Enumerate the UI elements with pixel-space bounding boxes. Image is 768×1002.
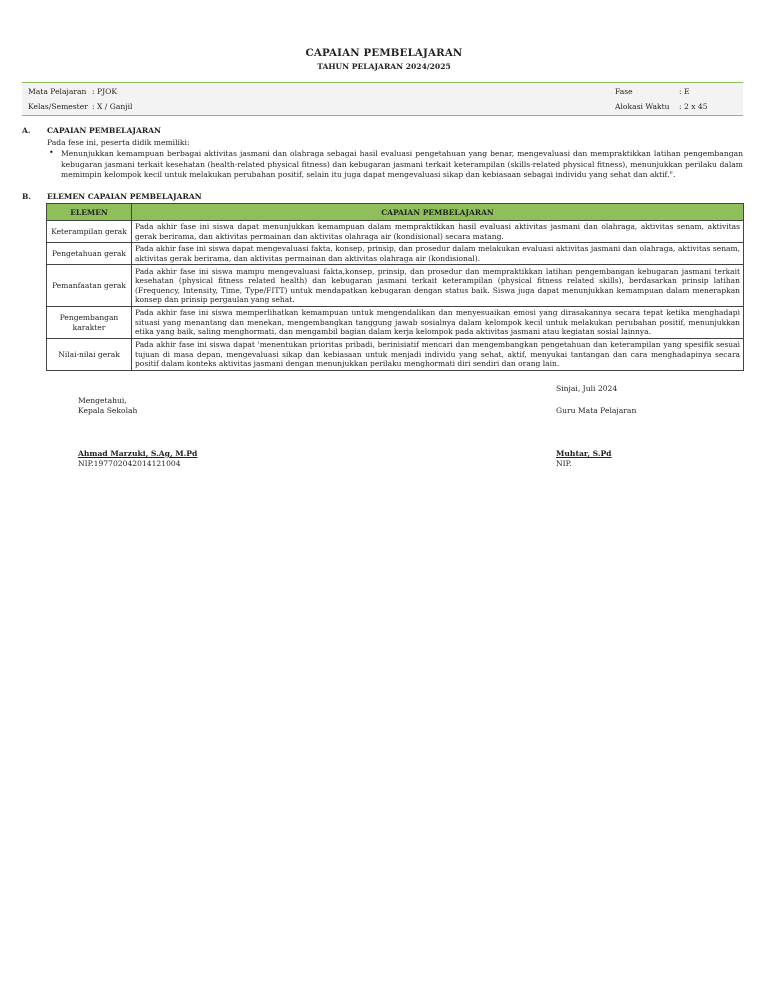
elemen-table bbox=[46, 203, 744, 371]
capaian-cell: Pada akhir fase ini siswa memperlihatkan kemampuan untuk mengendalikan dan menyesuaikan emosi yang dirasakannya secara tepat ketika menghadapi situasi yang menantang dan menekan, mengembangkan tanggung jawab sosialnya dalam kelompok kecil untuk melakukan perubahan positif, menunjukkan etika yang baik, saling menghormati, dan mengambil bagian dalam kerja kelompok pada aktivitas jasmani atau kegiatan sosial lainnya. bbox=[132, 307, 744, 339]
kepala-sekolah-nip: NIP.197702042014121004 bbox=[78, 459, 181, 468]
capaian-cell: Pada akhir fase ini siswa dapat mengevaluasi fakta, konsep, prinsip, dan prosedur dalam melakukan evaluasi aktivitas jasmani dan olahraga, aktivitas senam, aktivitas gerak berirama, dan aktivitas permainan dan aktivitas olahraga air (kondisional). bbox=[132, 243, 744, 265]
table-row bbox=[47, 243, 744, 265]
table-row bbox=[47, 265, 744, 307]
mapel-label: Mata Pelajaran bbox=[28, 87, 87, 96]
kepala-sekolah-role: Kepala Sekolah bbox=[78, 406, 138, 415]
elemen-cell: Nilai-nilai gerak bbox=[47, 339, 132, 371]
fase-label: Fase bbox=[615, 87, 633, 96]
guru-name: Muhtar, S.Pd bbox=[556, 449, 612, 458]
page-subtitle: TAHUN PELAJARAN 2024/2025 bbox=[317, 62, 451, 71]
mapel-value: : PJOK bbox=[92, 87, 118, 96]
col-header-elemen: ELEMEN bbox=[47, 204, 132, 221]
fase-value: : E bbox=[679, 87, 690, 96]
capaian-cell: Pada akhir fase ini siswa dapat 'menentukan prioritas pribadi, berinisiatif mencari dan mengembangkan pengetahuan dan keterampilan yang spesifik sesuai tujuan di masa depan, mengevaluasi sikap dan kebiasaan untuk menjadi individu yang sehat, aktif, menyukai tantangan dan cara menghadapinya secara positif dalam konteks aktivitas jasmani dengan menunjukkan perilaku menghormati diri sendiri dan orang lain. bbox=[132, 339, 744, 371]
table-row bbox=[47, 339, 744, 371]
section-a-intro: Pada fese ini, peserta didik memiliki: bbox=[47, 138, 190, 147]
guru-nip: NIP. bbox=[556, 459, 572, 468]
table-row bbox=[47, 221, 744, 243]
elemen-cell: Pengembangan karakter bbox=[47, 307, 132, 339]
mengetahui-label: Mengetahui, bbox=[78, 396, 127, 405]
elemen-cell: Keterampilan gerak bbox=[47, 221, 132, 243]
kelas-label: Kelas/Semester bbox=[28, 102, 88, 111]
section-b-heading: ELEMEN CAPAIAN PEMBELAJARAN bbox=[47, 192, 202, 201]
section-a-bullet-text: Menunjukkan kemampuan berbagai aktivitas jasmani dan olahraga sebagai hasil evaluasi pengetahuan yang benar, mengevaluasi dan mempraktikkan latihan pengembangan kebugaran jasmani terkait kesehatan (health-related physical fitness) dan kebugaran jasmani terkait keterampilan (skills-related physical fitness), menunjukkan perilaku dalam memimpin kelompok kecil untuk melakukan perubahan positif, selain itu juga dapat mengevaluasi sikap dan kebiasaan sebagai individu yang sehat dan aktif.". bbox=[61, 149, 743, 179]
bullet-icon: • bbox=[49, 148, 54, 157]
kelas-value: : X / Ganjil bbox=[92, 102, 133, 111]
capaian-cell: Pada akhir fase ini siswa mampu mengevaluasi fakta,konsep, prinsip, dan prosedur dan mempraktikkan latihan pengembangan kebugaran jasmani terkait kesehatan (physical fitness related health) dan kebugaran jasmani terkait keterampilan (physical fitness related skills), berdasarkan prinsip latihan (Frequency, Intensity, Time, Type/FITT) untuk mendapatkan kebugaran dengan status baik. Siswa juga dapat menunjukkan kemampuan dalam menerapkan konsep dan prinsip pergaulan yang sehat. bbox=[132, 265, 744, 307]
alokasi-value: : 2 x 45 bbox=[679, 102, 708, 111]
section-a-heading: CAPAIAN PEMBELAJARAN bbox=[47, 126, 161, 135]
col-header-capaian: CAPAIAN PEMBELAJARAN bbox=[132, 204, 744, 221]
table-row bbox=[47, 307, 744, 339]
place-date: Sinjai, Juli 2024 bbox=[556, 384, 618, 393]
section-b-letter: B. bbox=[22, 192, 32, 201]
section-a-letter: A. bbox=[22, 126, 31, 135]
info-bar bbox=[22, 82, 743, 116]
table-header-row bbox=[47, 204, 744, 221]
elemen-cell: Pemanfaatan gerak bbox=[47, 265, 132, 307]
guru-role: Guru Mata Pelajaran bbox=[556, 406, 637, 415]
alokasi-label: Alokasi Waktu bbox=[615, 102, 670, 111]
page-title: CAPAIAN PEMBELAJARAN bbox=[305, 47, 463, 59]
kepala-sekolah-name: Ahmad Marzuki, S.Ag, M.Pd bbox=[78, 449, 198, 458]
elemen-cell: Pengetahuan gerak bbox=[47, 243, 132, 265]
capaian-cell: Pada akhir fase ini siswa dapat menunjukkan kemampuan dalam mempraktikkan hasil evaluasi aktivitas jasmani dan olahraga, aktivitas senam, aktivitas gerak berirama, dan aktivitas permainan dan aktivitas olahraga air (kondisional) secara matang. bbox=[132, 221, 744, 243]
